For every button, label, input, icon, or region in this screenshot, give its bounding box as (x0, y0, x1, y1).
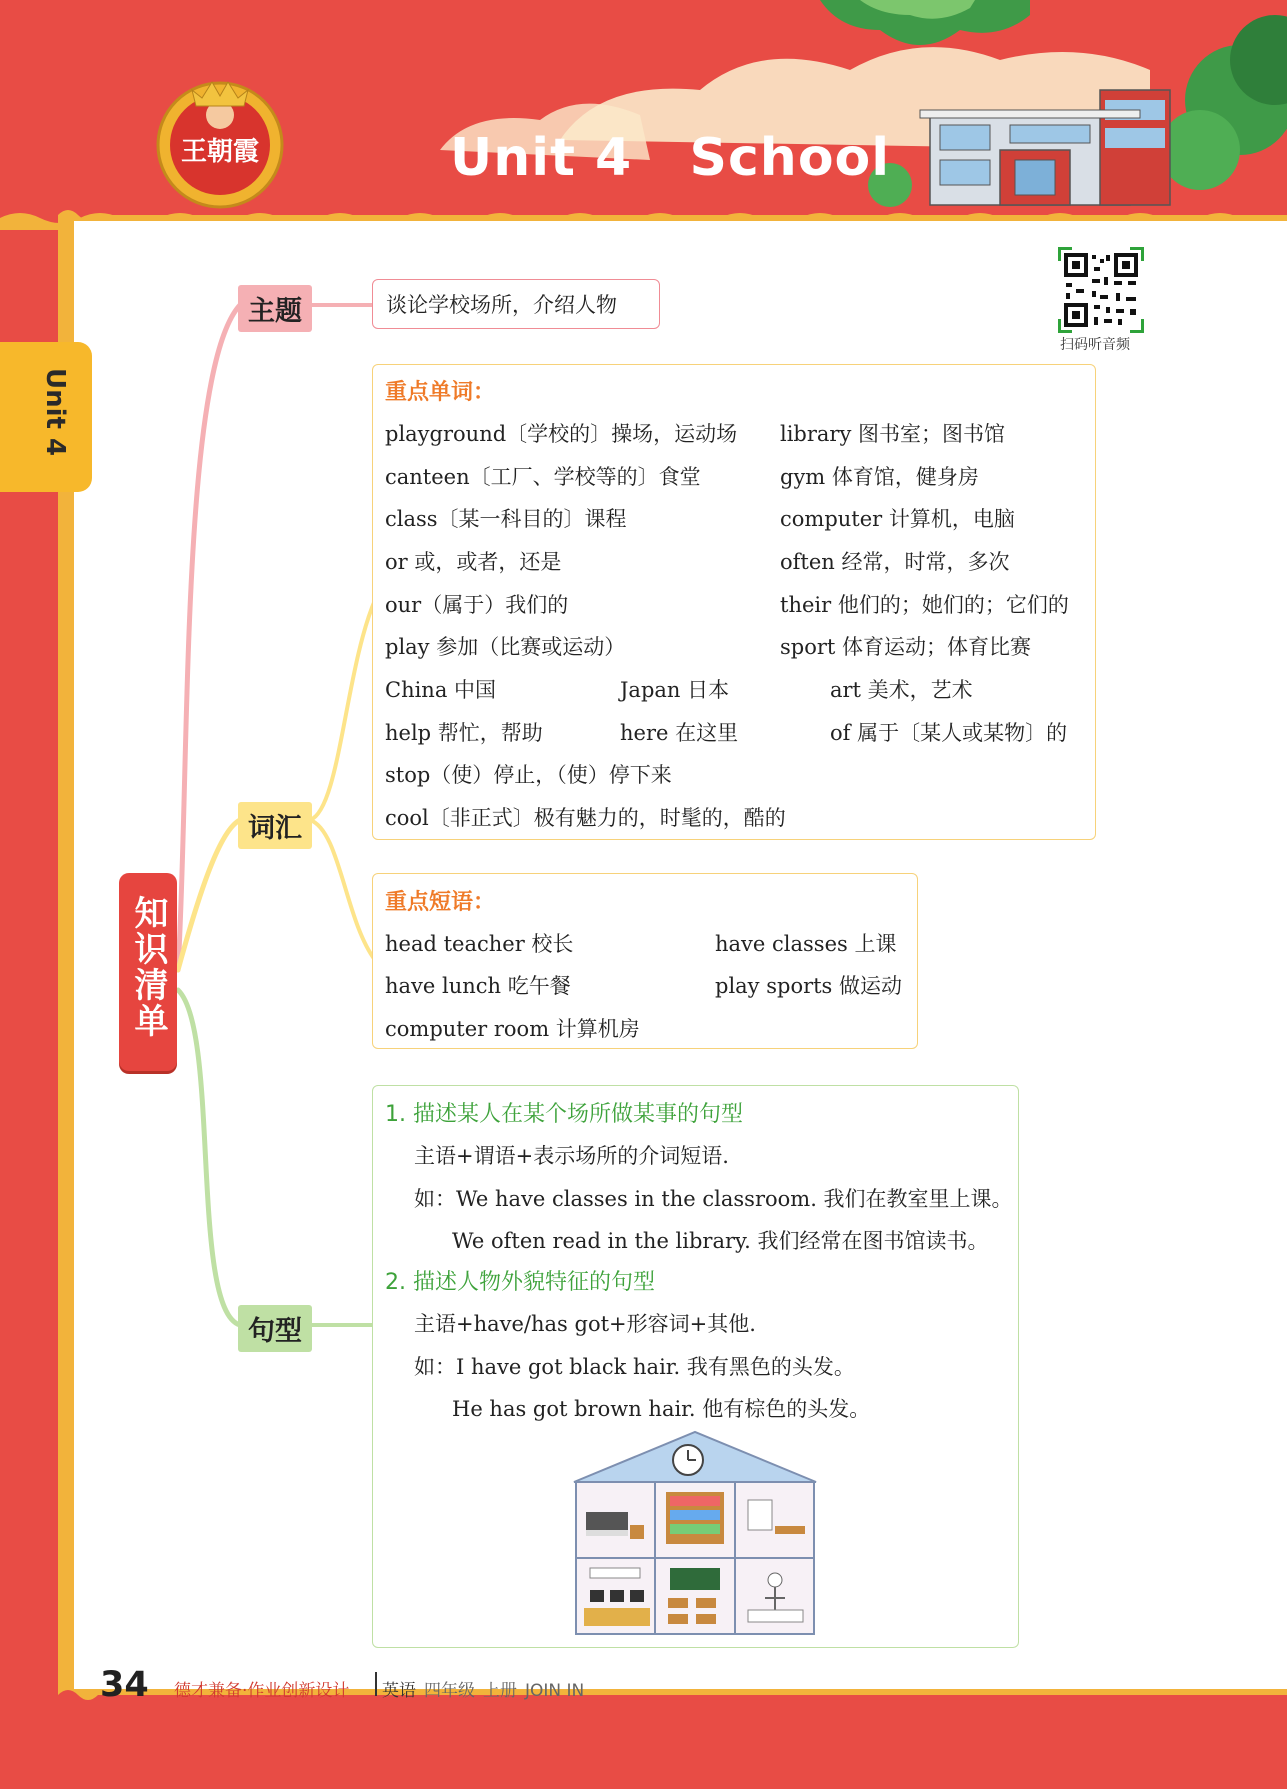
word-item: here 在这里 (620, 721, 739, 745)
phrase-item: play sports 做运动 (715, 974, 903, 998)
word-item: or 或，或者，还是 (385, 550, 562, 574)
phrase-item: computer room 计算机房 (385, 1017, 640, 1041)
word-item: computer 计算机，电脑 (780, 507, 1015, 531)
footer-grade: 四年级 (424, 1681, 475, 1701)
unit-title: Unit 4 School (450, 128, 891, 188)
word-item: playground〔学校的〕操场，运动场 (385, 422, 738, 446)
phrase-item: have classes 上课 (715, 932, 897, 956)
branch-node-vocabulary: 词汇 (238, 802, 312, 849)
pattern-1-formula: 主语+谓语+表示场所的介词短语. (414, 1144, 729, 1168)
word-item: their 他们的；她们的；它们的 (780, 593, 1069, 617)
word-item: help 帮忙，帮助 (385, 721, 543, 745)
footer-series-title: 德才兼备·作业创新设计 (174, 1681, 350, 1701)
word-item: library 图书室；图书馆 (780, 422, 1006, 446)
footer-divider (375, 1672, 377, 1696)
footer-edition: JOIN IN (525, 1681, 585, 1701)
school-rooms-illustration (570, 1430, 820, 1636)
pattern-1-heading: 1. 描述某人在某个场所做某事的句型 (385, 1102, 743, 1127)
word-item: often 经常，时常，多次 (780, 550, 1010, 574)
footer-term: 上册 (483, 1681, 517, 1701)
brand-logo (150, 70, 290, 210)
unit-side-tab-label: Unit 4 (40, 368, 70, 457)
pattern-1-example-1: 如：We have classes in the classroom. 我们在教室里上课。 (414, 1187, 1013, 1211)
pattern-2-formula: 主语+have/has got+形容词+其他. (414, 1312, 756, 1336)
word-item: art 美术，艺术 (830, 678, 973, 702)
branch-node-sentence-patterns: 句型 (238, 1305, 312, 1352)
word-item: stop（使）停止，（使）停下来 (385, 763, 672, 787)
word-item: cool〔非正式〕极有魅力的，时髦的，酷的 (385, 806, 786, 830)
qr-code-icon[interactable] (1058, 247, 1144, 333)
pattern-2-example-1: 如：I have got black hair. 我有黑色的头发。 (414, 1355, 855, 1379)
footer-book-info (382, 1676, 592, 1701)
mindmap-root-label: 知识清单 (128, 895, 168, 1039)
key-words-heading: 重点单词： (385, 380, 496, 405)
word-item: gym 体育馆，健身房 (780, 465, 979, 489)
word-item: our（属于）我们的 (385, 593, 569, 617)
page-number: 34 (100, 1665, 149, 1705)
branch-node-topic: 主题 (238, 285, 312, 332)
word-item: sport 体育运动；体育比赛 (780, 635, 1032, 659)
logo-text: 王朝霞 (180, 137, 260, 167)
word-item: Japan 日本 (620, 678, 730, 702)
word-item: China 中国 (385, 678, 497, 702)
word-item: class〔某一科目的〕课程 (385, 507, 627, 531)
pattern-2-example-2: He has got brown hair. 他有棕色的头发。 (452, 1397, 871, 1421)
qr-code-label: 扫码听音频 (1060, 337, 1130, 353)
word-item: play 参加（比赛或运动） (385, 635, 626, 659)
word-item: canteen〔工厂、学校等的〕食堂 (385, 465, 701, 489)
phrase-item: head teacher 校长 (385, 932, 574, 956)
pattern-2-heading: 2. 描述人物外貌特征的句型 (385, 1270, 655, 1295)
word-item: of 属于〔某人或某物〕的 (830, 721, 1068, 745)
key-phrases-heading: 重点短语： (385, 890, 496, 915)
topic-text: 谈论学校场所，介绍人物 (386, 293, 617, 317)
footer-subject: 英语 (382, 1681, 416, 1701)
pattern-1-example-2: We often read in the library. 我们经常在图书馆读书。 (452, 1229, 989, 1253)
phrase-item: have lunch 吃午餐 (385, 974, 571, 998)
